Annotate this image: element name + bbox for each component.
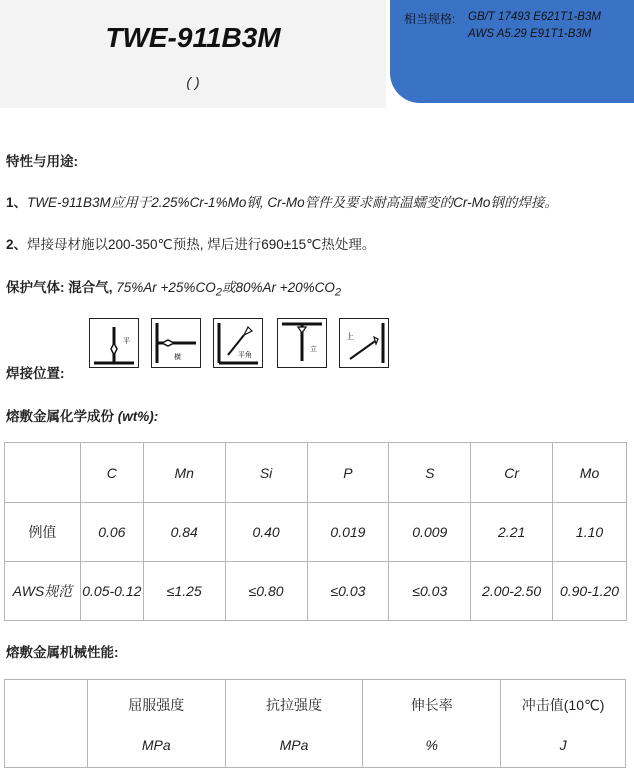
position-tag: 横 bbox=[174, 353, 181, 361]
table-header-cell: Mo bbox=[553, 443, 627, 503]
shielding-gas-value: $75\%Ar +25\%CO_2$或$80\%Ar +20\%CO_2$ bbox=[116, 280, 342, 299]
header-label: 抗拉强度 bbox=[266, 696, 322, 713]
table-header-cell bbox=[87, 680, 225, 768]
shielding-gas-line bbox=[6, 276, 341, 299]
position-tag: 上 bbox=[346, 332, 354, 341]
table-header-cell bbox=[5, 443, 81, 503]
header-unit: MPa bbox=[279, 736, 309, 753]
shielding-gas-label: 保护气体: 混合气, bbox=[6, 280, 113, 295]
chemistry-heading: 熔敷金属化学成份 bbox=[6, 409, 114, 424]
table-row bbox=[5, 562, 627, 621]
mechanical-header-row bbox=[5, 680, 626, 768]
position-tag: 立 bbox=[310, 345, 317, 353]
overhead-position-icon bbox=[339, 318, 389, 368]
table-cell: 例值 bbox=[5, 503, 81, 562]
spec-gb: GB/T 17493 E621T1-B3M bbox=[468, 11, 601, 23]
chemistry-table bbox=[4, 442, 627, 621]
mechanical-table bbox=[4, 679, 626, 768]
table-cell: AWS规范 bbox=[5, 562, 81, 621]
header-label: 冲击值(10℃) bbox=[521, 696, 605, 713]
table-header-cell: S bbox=[389, 443, 471, 503]
product-title: TWE-911B3M bbox=[105, 22, 281, 53]
header-unit: % bbox=[425, 736, 438, 753]
feature-item-2-number: 2、 bbox=[6, 237, 28, 252]
table-cell: ≤1.25 bbox=[143, 562, 225, 621]
feature-item-2 bbox=[6, 233, 375, 253]
position-tag: 平角 bbox=[238, 351, 252, 359]
feature-item-1 bbox=[6, 191, 558, 211]
table-cell: 0.90-1.20 bbox=[553, 562, 627, 621]
product-header bbox=[0, 0, 386, 108]
table-row bbox=[5, 503, 627, 562]
header-unit: MPa bbox=[141, 736, 171, 753]
table-header-cell bbox=[363, 680, 501, 768]
mechanical-heading: 熔敷金属机械性能: bbox=[6, 645, 119, 660]
table-header-cell: Cr bbox=[471, 443, 553, 503]
flat-position-icon bbox=[213, 318, 263, 368]
welding-position-label: 焊接位置: bbox=[6, 366, 65, 381]
flat-fillet-position-icon bbox=[89, 318, 139, 368]
table-cell: ≤0.03 bbox=[389, 562, 471, 621]
header-unit: J bbox=[559, 736, 567, 753]
table-header-cell: C bbox=[80, 443, 143, 503]
position-tag: 平 bbox=[123, 337, 130, 345]
header-label: 伸长率 bbox=[410, 696, 453, 713]
table-cell: 0.019 bbox=[307, 503, 389, 562]
table-cell: 0.06 bbox=[80, 503, 143, 562]
header-label: 屈服强度 bbox=[128, 696, 185, 713]
table-header-cell: Si bbox=[225, 443, 307, 503]
table-cell: 1.10 bbox=[553, 503, 627, 562]
product-subtitle: ( ) bbox=[186, 74, 200, 90]
table-cell: ≤0.80 bbox=[225, 562, 307, 621]
horizontal-position-icon bbox=[151, 318, 201, 368]
table-cell: 0.009 bbox=[389, 503, 471, 562]
table-cell: 0.84 bbox=[143, 503, 225, 562]
spec-aws: AWS A5.29 E91T1-B3M bbox=[468, 28, 592, 40]
table-header-cell: P bbox=[307, 443, 389, 503]
equivalent-spec-box bbox=[390, 0, 634, 103]
table-header-cell: Mn bbox=[143, 443, 225, 503]
table-cell: 0.40 bbox=[225, 503, 307, 562]
table-cell: 2.00-2.50 bbox=[471, 562, 553, 621]
table-cell: ≤0.03 bbox=[307, 562, 389, 621]
table-cell: 0.05-0.12 bbox=[80, 562, 143, 621]
table-header-cell bbox=[5, 680, 88, 768]
features-heading: 特性与用途: bbox=[6, 154, 78, 169]
chemistry-header-row bbox=[5, 443, 627, 503]
spec-label: 相当规格: bbox=[404, 12, 456, 26]
table-header-cell bbox=[501, 680, 626, 768]
chemistry-unit: (wt%): bbox=[117, 409, 159, 424]
feature-item-1-number: 1、 bbox=[6, 195, 28, 210]
table-cell: 2.21 bbox=[471, 503, 553, 562]
vertical-position-icon bbox=[277, 318, 327, 368]
table-header-cell bbox=[225, 680, 363, 768]
chemistry-heading-line bbox=[6, 405, 158, 425]
feature-item-2-text: 焊接母材施以200-350℃预热, 焊后进行690±15℃热处理。 bbox=[27, 237, 376, 252]
feature-item-1-text: TWE-911B3M应用于2.25%Cr-1%Mo钢, Cr-Mo管件及要求耐高温蠕变的Cr-Mo钢的焊接。 bbox=[27, 195, 558, 210]
